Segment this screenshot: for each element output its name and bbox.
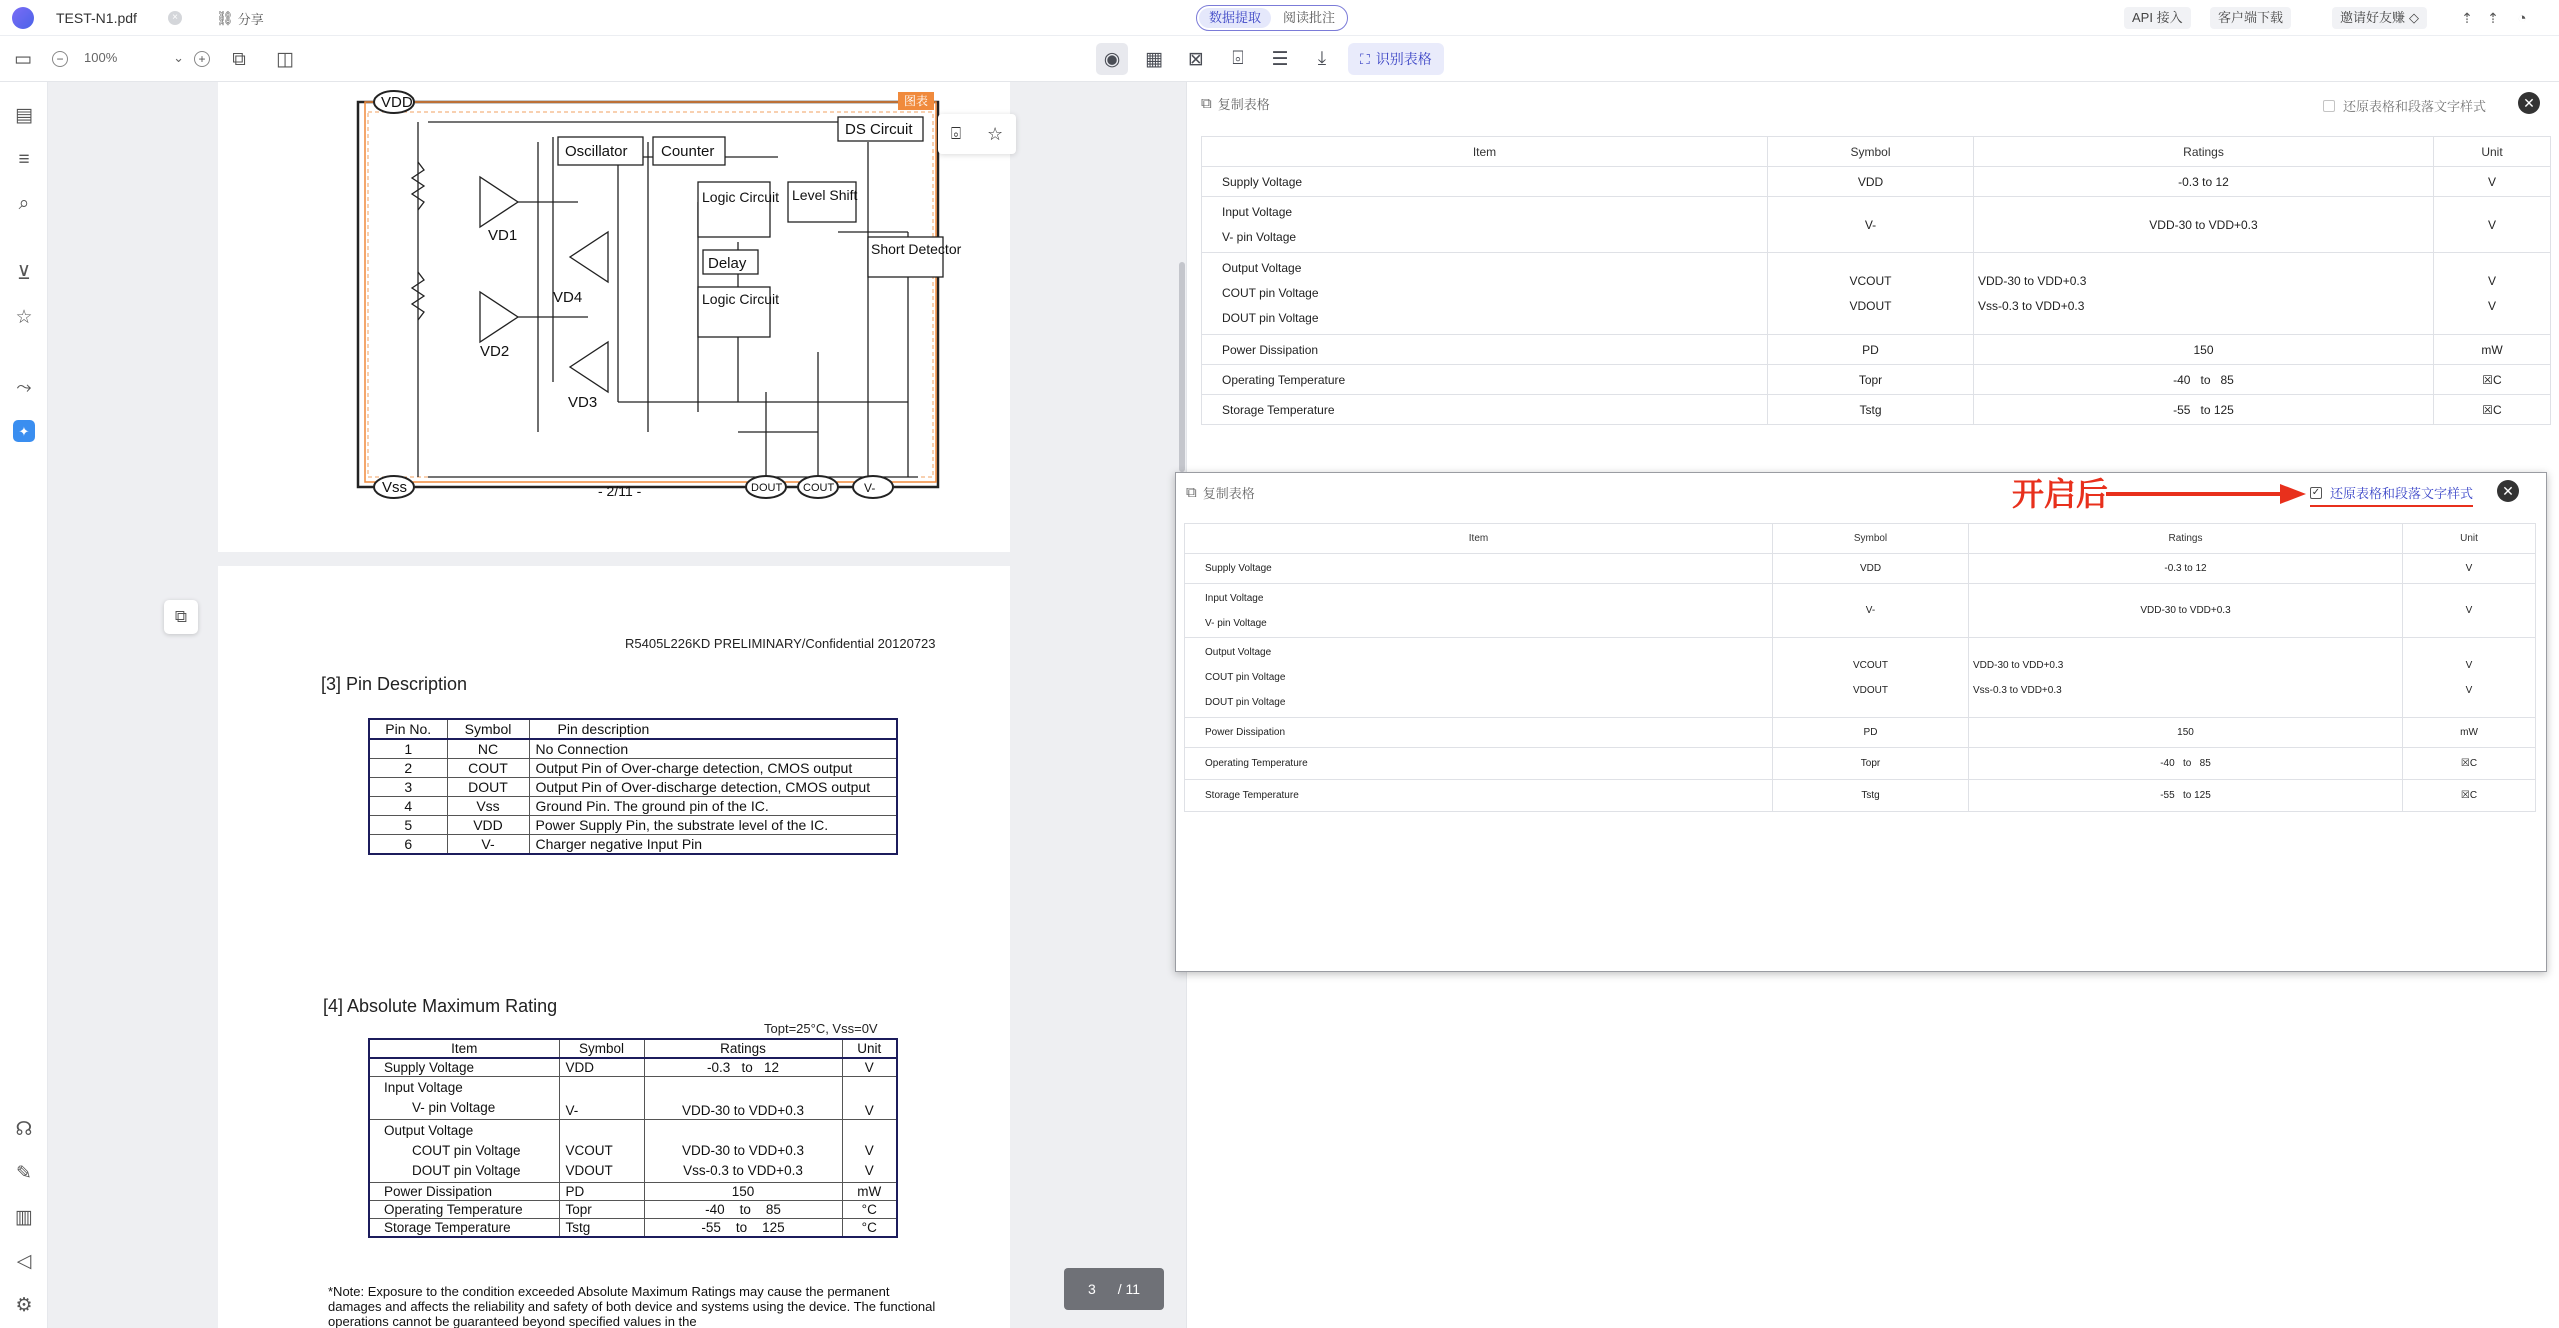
table-row: [1185, 524, 2536, 554]
cell: Topr: [559, 1201, 644, 1219]
settings-icon[interactable]: ⚙: [15, 1294, 33, 1316]
cell: Power Dissipation: [1185, 718, 1773, 748]
cell: Operating Temperature: [1185, 748, 1773, 780]
cell-line: VCOUT: [1849, 273, 1892, 288]
amr-header-unit: Unit: [842, 1039, 897, 1058]
cell: Operating Temperature: [369, 1201, 559, 1219]
cell: -55 to 125: [1974, 395, 2434, 425]
document-icon[interactable]: ▤: [15, 104, 33, 126]
invite-button[interactable]: [2332, 7, 2427, 29]
pin-no: 3: [369, 778, 447, 797]
extraction-pane: [1186, 82, 2559, 1328]
pin-symbol: Vss: [447, 797, 529, 816]
cell-line: Input Voltage: [1222, 204, 1293, 219]
copy-table-button[interactable]: [1201, 94, 1270, 113]
table-row: [1202, 167, 2551, 197]
vd4-comparator: [570, 232, 608, 282]
cout-label: COUT: [803, 482, 835, 494]
vd2-comparator: [480, 292, 518, 342]
vd3-comparator: [570, 342, 608, 392]
cell: V: [842, 1077, 897, 1120]
cell: VDD: [1768, 167, 1974, 197]
cell-line: Input Voltage: [1205, 592, 1264, 604]
cell: [1202, 197, 1768, 253]
pin-desc: Power Supply Pin, the substrate level of the IC.: [529, 816, 897, 835]
ai-assistant-icon[interactable]: ✦: [13, 420, 35, 442]
delay-label: Delay: [708, 255, 747, 272]
short-label: Short Detector: [871, 241, 962, 257]
cell: mW: [2403, 718, 2536, 748]
cell: Unit: [2403, 524, 2536, 554]
pin-desc: Ground Pin. The ground pin of the IC.: [529, 797, 897, 816]
pin-no: 2: [369, 759, 447, 778]
cell: [1773, 638, 1969, 718]
amr-note: *Note: Exposure to the condition exceeded Absolute Maximum Ratings may cause the permanent damages and affects the reliability and safety of both device and systems using the device. The functional operations cannot be guaranteed beyond specified values in the: [328, 1284, 936, 1328]
table-row: [1202, 365, 2551, 395]
pin-no: 1: [369, 739, 447, 759]
close-tab-icon[interactable]: ×: [168, 11, 182, 25]
left-rail: [0, 82, 48, 1328]
zoom-out-icon[interactable]: −: [52, 51, 68, 67]
cell: Tstg: [559, 1219, 644, 1238]
pin-header-no: Pin No.: [369, 719, 447, 739]
vd1-comparator: [480, 177, 518, 227]
zoom-value: 100%: [84, 50, 118, 65]
cell: -40 to 85: [1974, 365, 2434, 395]
amr-condition: Topt=25°C, Vss=0V: [764, 1021, 878, 1036]
cell: 150: [1969, 718, 2403, 748]
pdf-page-2: [218, 82, 1010, 552]
total-pages: / 11: [1117, 1281, 1141, 1297]
cell: Item: [1185, 524, 1773, 554]
outline-icon[interactable]: ≡: [18, 148, 30, 170]
pin-symbol: V-: [447, 835, 529, 855]
vd3-label: VD3: [568, 394, 598, 411]
table-row: [1185, 554, 2536, 584]
close-panel-icon[interactable]: ✕: [2497, 480, 2519, 502]
cell: Topr: [1773, 748, 1969, 780]
cell: -0.3 to 12: [1974, 167, 2434, 197]
cell: -0.3 to 12: [1969, 554, 2403, 584]
mode-switch: [1196, 5, 1348, 31]
file-tab-title: TEST-N1.pdf: [56, 10, 137, 26]
item-subline: V- pin Voltage: [412, 1100, 496, 1115]
chart-badge[interactable]: 图表: [898, 92, 934, 110]
table-row: [369, 739, 897, 759]
cell: V: [2403, 584, 2536, 638]
pin-symbol: COUT: [447, 759, 529, 778]
copy-icon: ⧉: [1186, 484, 1197, 501]
eye-icon[interactable]: ◉: [1096, 43, 1128, 75]
rating-line: VDD-30 to VDD+0.3: [682, 1143, 804, 1158]
cell: [2434, 253, 2551, 335]
restore-style-label: 还原表格和段落文字样式: [2330, 486, 2474, 501]
cell: Topr: [1768, 365, 1974, 395]
copy-floating-button[interactable]: [164, 600, 198, 634]
cell-line: V- pin Voltage: [1205, 617, 1267, 629]
table-row: [369, 1058, 897, 1077]
recognize-table-button[interactable]: [1348, 43, 1444, 75]
annotation-arrow: [2106, 484, 2306, 504]
cell: Symbol: [1773, 524, 1969, 554]
extracted-table-plain: [1201, 136, 2551, 425]
figure-actions: [938, 114, 1016, 154]
viewer-scrollbar[interactable]: [1179, 262, 1185, 472]
cell: PD: [1768, 335, 1974, 365]
copy-icon: ⧉: [1201, 95, 1212, 112]
level-label: Level Shift: [792, 187, 858, 203]
table-row: [369, 835, 897, 855]
checkbox-checked-icon[interactable]: ✓: [2311, 487, 2321, 498]
checkbox-unchecked[interactable]: [2323, 100, 2335, 112]
cell: Tstg: [1773, 780, 1969, 812]
cell: Storage Temperature: [1202, 395, 1768, 425]
tab-data-extract[interactable]: 数据提取: [1199, 8, 1271, 28]
cell: [842, 1120, 897, 1183]
camera-icon[interactable]: ⌻: [950, 124, 962, 143]
cell: Supply Voltage: [1185, 554, 1773, 584]
cell: °C: [842, 1219, 897, 1238]
rating-line: Vss-0.3 to VDD+0.3: [683, 1163, 803, 1178]
table-row: [1202, 197, 2551, 253]
table-row: [369, 1201, 897, 1219]
cell: VDD: [559, 1058, 644, 1077]
copy-table-button[interactable]: [1186, 483, 1255, 502]
cell: [644, 1120, 842, 1183]
cell: V: [2403, 554, 2536, 584]
restore-style-label: 还原表格和段落文字样式: [2343, 99, 2487, 114]
cell-line: Output Voltage: [1222, 261, 1302, 275]
file-tab[interactable]: [56, 0, 137, 36]
counter-label: Counter: [661, 143, 715, 160]
pin-desc: No Connection: [529, 739, 897, 759]
book-icon[interactable]: ▥: [15, 1206, 33, 1228]
pin-description-table: [368, 718, 898, 855]
cell-line: VDD-30 to VDD+0.3: [1973, 659, 2064, 671]
table-row: [369, 1219, 897, 1238]
amr-table: [368, 1038, 898, 1238]
dashed-guide: [368, 112, 933, 477]
vd4-label: VD4: [553, 289, 583, 306]
cell: [1202, 253, 1768, 335]
page-header: R5405L226KD PRELIMINARY/Confidential 20120723: [625, 636, 936, 651]
copy-table-label: 复制表格: [1217, 97, 1270, 112]
cell-line: Vss-0.3 to VDD+0.3: [1973, 684, 2062, 696]
table-row: [1185, 584, 2536, 638]
extracted-table-styled: [1184, 523, 2536, 812]
table-row: [369, 1120, 897, 1183]
table-row: [1185, 748, 2536, 780]
cell: [1768, 253, 1974, 335]
table-row: [369, 778, 897, 797]
table-delete-icon[interactable]: ⊠: [1188, 48, 1204, 70]
cell-line: Output Voltage: [1205, 647, 1272, 658]
table-icon[interactable]: ▦: [1145, 48, 1163, 70]
table-row: [1202, 137, 2551, 167]
invite-label: 邀请好友赚: [2340, 10, 2406, 25]
pin-header-desc: Pin description: [529, 719, 897, 739]
cell: °C: [842, 1201, 897, 1219]
cell: Unit: [2434, 137, 2551, 167]
cell: Tstg: [1768, 395, 1974, 425]
cell: Symbol: [1768, 137, 1974, 167]
cell: ☒C: [2403, 780, 2536, 812]
pin-header-symbol: Symbol: [447, 719, 529, 739]
cell: V-: [1773, 584, 1969, 638]
table-row: [1185, 638, 2536, 718]
extract-panel-1: [1187, 82, 2559, 462]
share-button[interactable]: [216, 9, 264, 28]
cell: -55 to 125: [644, 1219, 842, 1238]
cell: V: [2434, 167, 2551, 197]
restore-style-toggle[interactable]: [2310, 483, 2473, 507]
vd2-label: VD2: [480, 343, 510, 360]
table-row: [369, 816, 897, 835]
current-page-input[interactable]: 3: [1087, 1281, 1096, 1297]
list-icon[interactable]: ☰: [1271, 48, 1289, 70]
vminus-label: V-: [864, 481, 876, 495]
profile-icon[interactable]: ◔: [2517, 9, 2527, 27]
cell: -0.3 to 12: [644, 1058, 842, 1077]
item-subline: DOUT pin Voltage: [412, 1163, 521, 1178]
cell: V-: [1768, 197, 1974, 253]
chevron-down-icon: ⌄: [173, 50, 184, 65]
logic2-label: Logic Circuit: [702, 291, 780, 307]
cell-line: V: [2487, 298, 2496, 313]
rotate-icon[interactable]: ⧉: [232, 48, 246, 70]
amr-header-symbol: Symbol: [559, 1039, 644, 1058]
cell: mW: [842, 1183, 897, 1201]
cell-line: COUT pin Voltage: [1222, 286, 1319, 300]
cell: Operating Temperature: [1202, 365, 1768, 395]
pin-symbol: VDD: [447, 816, 529, 835]
item-line: Input Voltage: [384, 1080, 463, 1095]
cell: Storage Temperature: [369, 1219, 559, 1238]
cell: Ratings: [1974, 137, 2434, 167]
table-row: [1185, 718, 2536, 748]
cell: V: [2434, 197, 2551, 253]
download-client-button[interactable]: 客户端下载: [2210, 7, 2291, 29]
recognize-table-label: 识别表格: [1375, 51, 1432, 67]
cell: Item: [1202, 137, 1768, 167]
cell: PD: [1773, 718, 1969, 748]
cell: Storage Temperature: [1185, 780, 1773, 812]
cell: -55 to 125: [1969, 780, 2403, 812]
cell: Power Dissipation: [1202, 335, 1768, 365]
extract-panel-2: [1175, 472, 2547, 972]
restore-style-toggle[interactable]: [2323, 96, 2486, 115]
zoom-in-icon[interactable]: +: [194, 51, 210, 67]
item-line: Output Voltage: [384, 1123, 474, 1138]
api-button[interactable]: API 接入: [2124, 7, 2191, 29]
cell: Power Dissipation: [369, 1183, 559, 1201]
cell: VDD-30 to VDD+0.3: [1969, 584, 2403, 638]
toolbar: [0, 36, 2559, 82]
search-icon[interactable]: ⌕: [18, 192, 30, 214]
symbol-line: VDOUT: [565, 1163, 613, 1178]
link-icon: ⛓: [216, 10, 234, 26]
upload-alt-icon[interactable]: ⇡: [2487, 10, 2499, 26]
cell: [1185, 638, 1773, 718]
ic-bbox-highlight: [365, 102, 936, 482]
cell-line: VCOUT: [1853, 659, 1888, 671]
ds-label: DS Circuit: [845, 121, 913, 138]
cell: VDD-30 to VDD+0.3: [644, 1077, 842, 1120]
cell: [369, 1120, 559, 1183]
cell: ☒C: [2434, 395, 2551, 425]
table-row: [369, 1077, 897, 1120]
vd1-label: VD1: [488, 227, 518, 244]
cell-line: VDOUT: [1853, 684, 1888, 696]
cell: -40 to 85: [644, 1201, 842, 1219]
cell: [1969, 638, 2403, 718]
cell-line: V: [2487, 273, 2496, 288]
headset-icon[interactable]: ☊: [15, 1118, 33, 1140]
diamond-icon: ◇: [2409, 10, 2420, 25]
scan-table-icon: ⛶: [1360, 50, 1370, 67]
cell: [1185, 584, 1773, 638]
app-logo[interactable]: [12, 7, 34, 29]
page-layout-icon[interactable]: ◫: [276, 48, 294, 70]
cell-line: V: [2465, 684, 2473, 696]
cell: Supply Voltage: [1202, 167, 1768, 197]
zoom-level[interactable]: [84, 50, 184, 66]
screenshot-icon[interactable]: ⌻: [1232, 48, 1244, 69]
vdd-label: VDD: [381, 94, 413, 111]
upload-icon[interactable]: ⇡: [2461, 10, 2473, 26]
pdf-viewer[interactable]: [48, 82, 1186, 1328]
logic1-label: Logic Circuit: [702, 189, 780, 205]
annotation-text: 开启后: [2012, 476, 2109, 512]
table-row: [1202, 335, 2551, 365]
cell: -40 to 85: [1969, 748, 2403, 780]
speaker-icon[interactable]: ◁: [16, 1250, 32, 1272]
cell-line: DOUT pin Voltage: [1205, 697, 1286, 708]
cell: VDD-30 to VDD+0.3: [1974, 197, 2434, 253]
unit-line: V: [864, 1143, 874, 1158]
cell: [1974, 253, 2434, 335]
amr-header-ratings: Ratings: [644, 1039, 842, 1058]
unit-line: V: [864, 1163, 874, 1178]
amr-section-title: [4] Absolute Maximum Rating: [323, 996, 558, 1016]
cell: ☒C: [2403, 748, 2536, 780]
amr-header-item: Item: [369, 1039, 559, 1058]
view-tools: [1096, 43, 1444, 75]
cell: [559, 1120, 644, 1183]
cell: mW: [2434, 335, 2551, 365]
copy-icon: ⧉: [174, 607, 188, 626]
page-number: - 2/11 -: [598, 483, 642, 499]
copy-table-label: 复制表格: [1202, 486, 1255, 501]
tab-read-annotate[interactable]: 阅读批注: [1283, 10, 1336, 25]
table-row: [369, 1183, 897, 1201]
pin-no: 6: [369, 835, 447, 855]
pin-no: 4: [369, 797, 447, 816]
table-row: [369, 759, 897, 778]
item-subline: COUT pin Voltage: [412, 1143, 521, 1158]
pin-symbol: NC: [447, 739, 529, 759]
cell: V-: [559, 1077, 644, 1120]
inbox-icon[interactable]: ⊻: [17, 262, 31, 284]
table-row: [369, 797, 897, 816]
cell: ☒C: [2434, 365, 2551, 395]
osc-label: Oscillator: [565, 143, 628, 160]
circuit-diagram: [218, 82, 1010, 552]
table-row: [1185, 780, 2536, 812]
cell-line: VDD-30 to VDD+0.3: [1978, 273, 2087, 288]
cell: [369, 1077, 559, 1120]
star-icon[interactable]: ☆: [15, 306, 33, 328]
page-navigator: [1064, 1268, 1164, 1310]
table-row: [1202, 395, 2551, 425]
cell: VDD: [1773, 554, 1969, 584]
pin-desc: Output Pin of Over-discharge detection, CMOS output: [529, 778, 897, 797]
symbol-line: VCOUT: [565, 1143, 613, 1158]
pin-section-title: [3] Pin Description: [321, 674, 468, 694]
download-icon[interactable]: ⤓: [1317, 48, 1327, 69]
flow-icon[interactable]: ⤳: [16, 376, 32, 398]
folder-icon[interactable]: ▭: [14, 48, 32, 70]
pin-desc: Charger negative Input Pin: [529, 835, 897, 855]
cell: 150: [644, 1183, 842, 1201]
cell: Ratings: [1969, 524, 2403, 554]
cell-line: Vss-0.3 to VDD+0.3: [1978, 298, 2085, 313]
close-panel-icon[interactable]: ✕: [2518, 92, 2540, 114]
pin-desc: Output Pin of Over-charge detection, CMOS output: [529, 759, 897, 778]
share-label: 分享: [237, 12, 264, 27]
cell: 150: [1974, 335, 2434, 365]
top-bar: [0, 0, 2559, 36]
cell-line: V: [2465, 659, 2473, 671]
cell: Supply Voltage: [369, 1058, 559, 1077]
cell: [2403, 638, 2536, 718]
star-icon[interactable]: ☆: [986, 123, 1004, 144]
vss-label: Vss: [382, 479, 408, 496]
cell-line: V- pin Voltage: [1222, 229, 1297, 244]
cell: V: [842, 1058, 897, 1077]
dout-label: DOUT: [751, 482, 783, 494]
cell-line: DOUT pin Voltage: [1222, 311, 1319, 325]
pin-no: 5: [369, 816, 447, 835]
cell-line: COUT pin Voltage: [1205, 672, 1286, 683]
table-row: [1202, 253, 2551, 335]
edit-icon[interactable]: ✎: [16, 1162, 32, 1184]
cell: PD: [559, 1183, 644, 1201]
pin-symbol: DOUT: [447, 778, 529, 797]
cell-line: VDOUT: [1849, 298, 1892, 313]
pdf-page-3: [218, 566, 1010, 1328]
